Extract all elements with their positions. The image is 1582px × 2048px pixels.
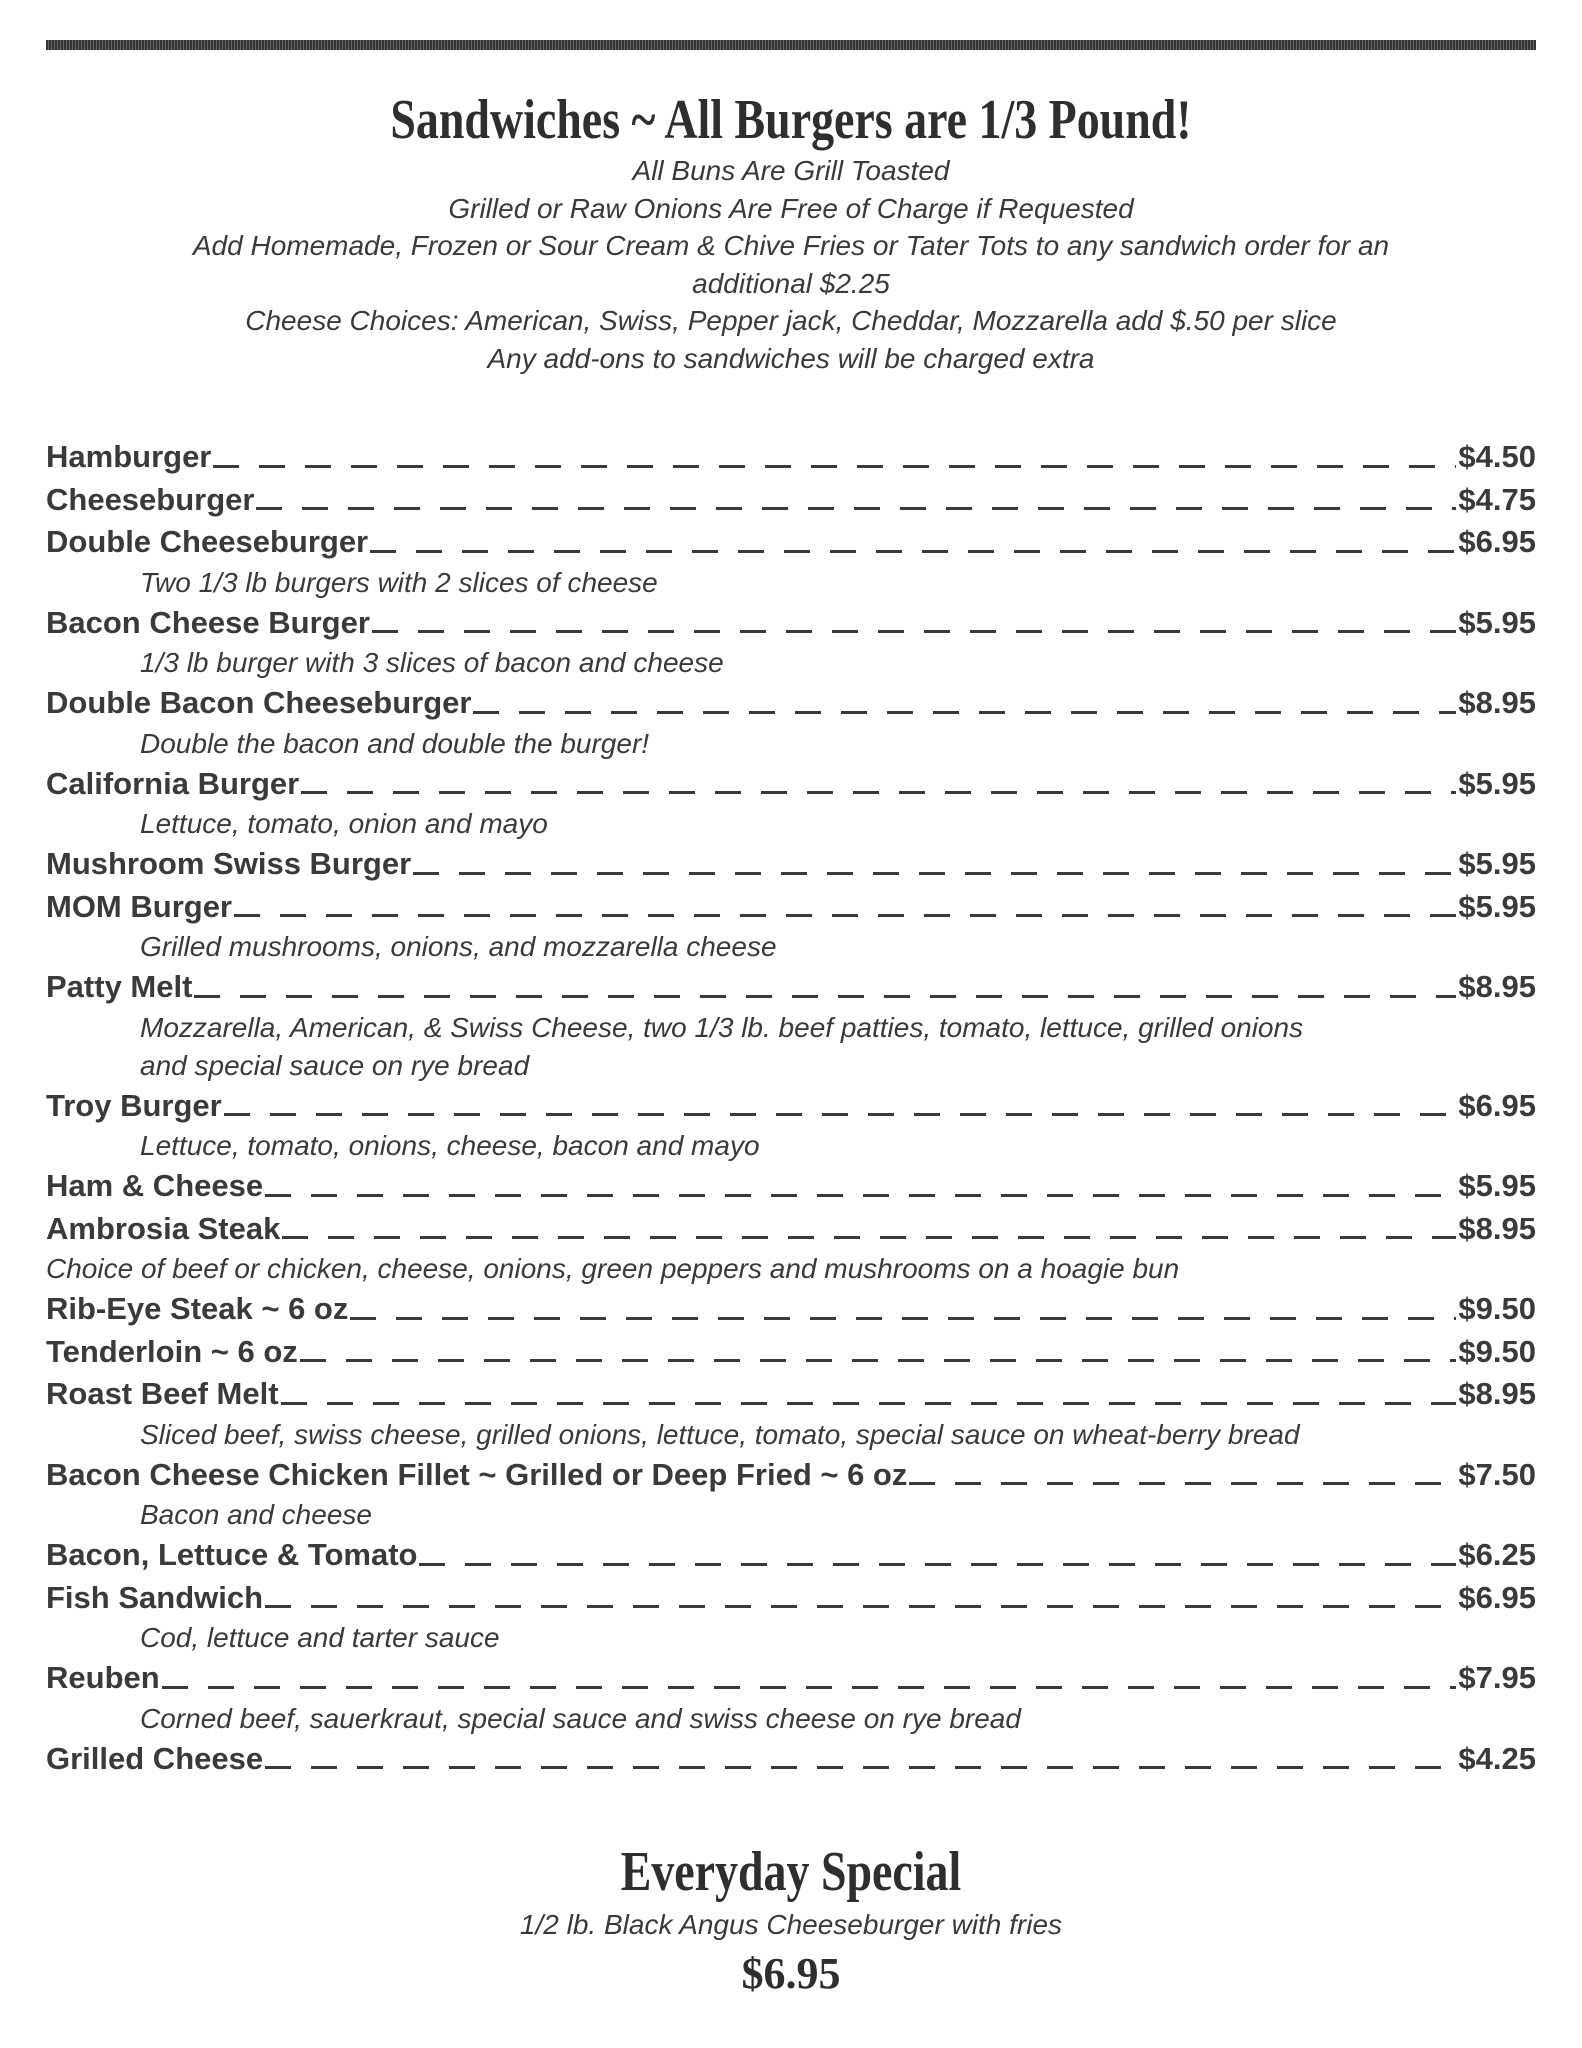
header-note: Grilled or Raw Onions Are Free of Charge if Requested (448, 192, 1134, 224)
dotted-leader (162, 1686, 1457, 1689)
header-note: Add Homemade, Frozen or Sour Cream & Chive Fries or Tater Tots to any sandwich order for an (192, 230, 1390, 261)
menu-item-bacon-cheese-chicken-fillet (46, 1454, 1536, 1497)
item-name: Roast Beef Melt (46, 1376, 279, 1411)
menu-item-mushroom-swiss-burger (46, 843, 1536, 886)
dotted-leader (265, 1194, 1456, 1197)
dotted-leader (301, 791, 1456, 794)
item-price: $9.50 (1458, 1291, 1536, 1326)
header-note: All Buns Are Grill Toasted (632, 155, 950, 186)
dotted-leader (265, 1766, 1456, 1769)
menu-item-hamburger (46, 436, 1536, 479)
dotted-leader (224, 1113, 1457, 1116)
item-description: Lettuce, tomato, onion and mayo (140, 808, 548, 839)
dotted-leader (194, 995, 1456, 998)
menu-item-roast-beef-melt (46, 1373, 1536, 1416)
item-price: $6.95 (1458, 524, 1536, 559)
item-description: Cod, lettuce and tarter sauce (140, 1622, 500, 1653)
menu-item-reuben (46, 1657, 1536, 1700)
menu-item-california-burger (46, 763, 1536, 806)
item-description: 1/3 lb burger with 3 slices of bacon and cheese (140, 647, 724, 678)
item-name: Bacon Cheese Burger (46, 604, 370, 640)
item-name: Hamburger (46, 439, 212, 474)
item-price: $5.95 (1458, 604, 1536, 640)
item-price: $4.25 (1458, 1740, 1536, 1776)
dotted-leader (473, 711, 1456, 714)
menu-item-mom-burger (46, 886, 1536, 929)
dotted-leader (256, 507, 1456, 510)
item-name: Bacon Cheese Chicken Fillet ~ Grilled or Deep Fried ~ 6 oz (46, 1456, 908, 1492)
item-description: Two 1/3 lb burgers with 2 slices of cheese (140, 566, 658, 598)
menu-item-cheeseburger (46, 479, 1536, 522)
item-name: Rib-Eye Steak ~ 6 oz (46, 1291, 349, 1326)
item-description: Bacon and cheese (140, 1499, 372, 1530)
dotted-leader (234, 914, 1456, 917)
item-description: Sliced beef, swiss cheese, grilled onions, lettuce, tomato, special sauce on wheat-berry bread (140, 1418, 1300, 1450)
item-price: $4.75 (1458, 481, 1536, 517)
menu-item-ham-and-cheese (46, 1165, 1536, 1208)
menu-item-troy-burger (46, 1085, 1536, 1128)
item-price: $5.95 (1458, 888, 1536, 924)
item-description: Lettuce, tomato, onions, cheese, bacon and mayo (140, 1130, 760, 1161)
item-name: Ham & Cheese (46, 1168, 264, 1203)
item-name: Fish Sandwich (46, 1579, 264, 1615)
everyday-special (46, 1840, 1536, 2004)
item-description: Mozzarella, American, & Swiss Cheese, two 1/3 lb. beef patties, tomato, lettuce, grilled onions (140, 1011, 1304, 1043)
item-price: $6.95 (1458, 1579, 1536, 1615)
menu-item-tenderloin (46, 1331, 1536, 1374)
item-name: California Burger (46, 765, 300, 801)
item-name: Troy Burger (46, 1087, 222, 1123)
dotted-leader (909, 1482, 1456, 1485)
item-price: $5.95 (1458, 1168, 1536, 1203)
item-name: Tenderloin ~ 6 oz (46, 1333, 298, 1369)
sandwich-menu (46, 436, 1536, 1780)
top-rule (46, 40, 1536, 50)
dotted-leader (372, 630, 1457, 633)
menu-item-rib-eye-steak (46, 1288, 1536, 1331)
header-note: additional $2.25 (692, 267, 890, 299)
menu-header (46, 88, 1536, 377)
dotted-leader (281, 1402, 1457, 1405)
item-name: Patty Melt (46, 969, 193, 1004)
item-name: Double Cheeseburger (46, 524, 369, 559)
item-price: $5.95 (1458, 846, 1536, 881)
item-name: Bacon, Lettuce & Tomato (46, 1537, 418, 1572)
dotted-leader (350, 1317, 1456, 1320)
special-description: 1/2 lb. Black Angus Cheeseburger with fries (519, 1909, 1063, 1940)
menu-item-grilled-cheese (46, 1738, 1536, 1781)
item-description: Choice of beef or chicken, cheese, onions, green peppers and mushrooms on a hoagie bun (46, 1253, 1180, 1284)
item-description: Double the bacon and double the burger! (140, 727, 650, 759)
menu-item-patty-melt (46, 966, 1536, 1009)
item-description: Corned beef, sauerkraut, special sauce and swiss cheese on rye bread (140, 1702, 1021, 1734)
item-price: $7.50 (1458, 1456, 1536, 1492)
dotted-leader (413, 872, 1456, 875)
menu-item-blt (46, 1534, 1536, 1577)
item-name: Reuben (46, 1660, 160, 1695)
item-name: Mushroom Swiss Burger (46, 846, 412, 881)
menu-item-ambrosia-steak (46, 1208, 1536, 1251)
item-price: $8.95 (1458, 1376, 1536, 1411)
item-description: Grilled mushrooms, onions, and mozzarella cheese (140, 931, 777, 962)
dotted-leader (300, 1359, 1457, 1362)
special-price: $6.95 (741, 1949, 841, 1998)
item-price: $7.95 (1458, 1660, 1536, 1695)
item-price: $6.25 (1458, 1537, 1536, 1572)
menu-item-double-cheeseburger (46, 521, 1536, 564)
header-note: Cheese Choices: American, Swiss, Pepper jack, Cheddar, Mozzarella add $.50 per slice (245, 305, 1337, 336)
item-description-continued: and special sauce on rye bread (140, 1049, 530, 1081)
item-name: Cheeseburger (46, 481, 255, 517)
dotted-leader (213, 465, 1456, 468)
special-title: Everyday Special (620, 1841, 962, 1903)
item-name: MOM Burger (46, 888, 232, 924)
page-title: Sandwiches ~ All Burgers are 1/3 Pound! (390, 89, 1192, 151)
item-name: Grilled Cheese (46, 1740, 264, 1776)
dotted-leader (265, 1605, 1456, 1608)
item-price: $8.95 (1458, 1210, 1536, 1246)
dotted-leader (282, 1236, 1456, 1239)
menu-item-fish-sandwich (46, 1577, 1536, 1620)
menu-item-double-bacon-cheeseburger (46, 682, 1536, 725)
header-note: Any add-ons to sandwiches will be charged extra (487, 342, 1095, 374)
item-price: $5.95 (1458, 765, 1536, 801)
menu-item-bacon-cheese-burger (46, 602, 1536, 645)
item-price: $4.50 (1458, 439, 1536, 474)
item-name: Double Bacon Cheeseburger (46, 685, 472, 720)
item-price: $6.95 (1458, 1087, 1536, 1123)
dotted-leader (370, 550, 1456, 553)
item-price: $8.95 (1458, 969, 1536, 1004)
item-price: $8.95 (1458, 685, 1536, 720)
item-name: Ambrosia Steak (46, 1210, 281, 1246)
dotted-leader (419, 1563, 1456, 1566)
item-price: $9.50 (1458, 1333, 1536, 1369)
